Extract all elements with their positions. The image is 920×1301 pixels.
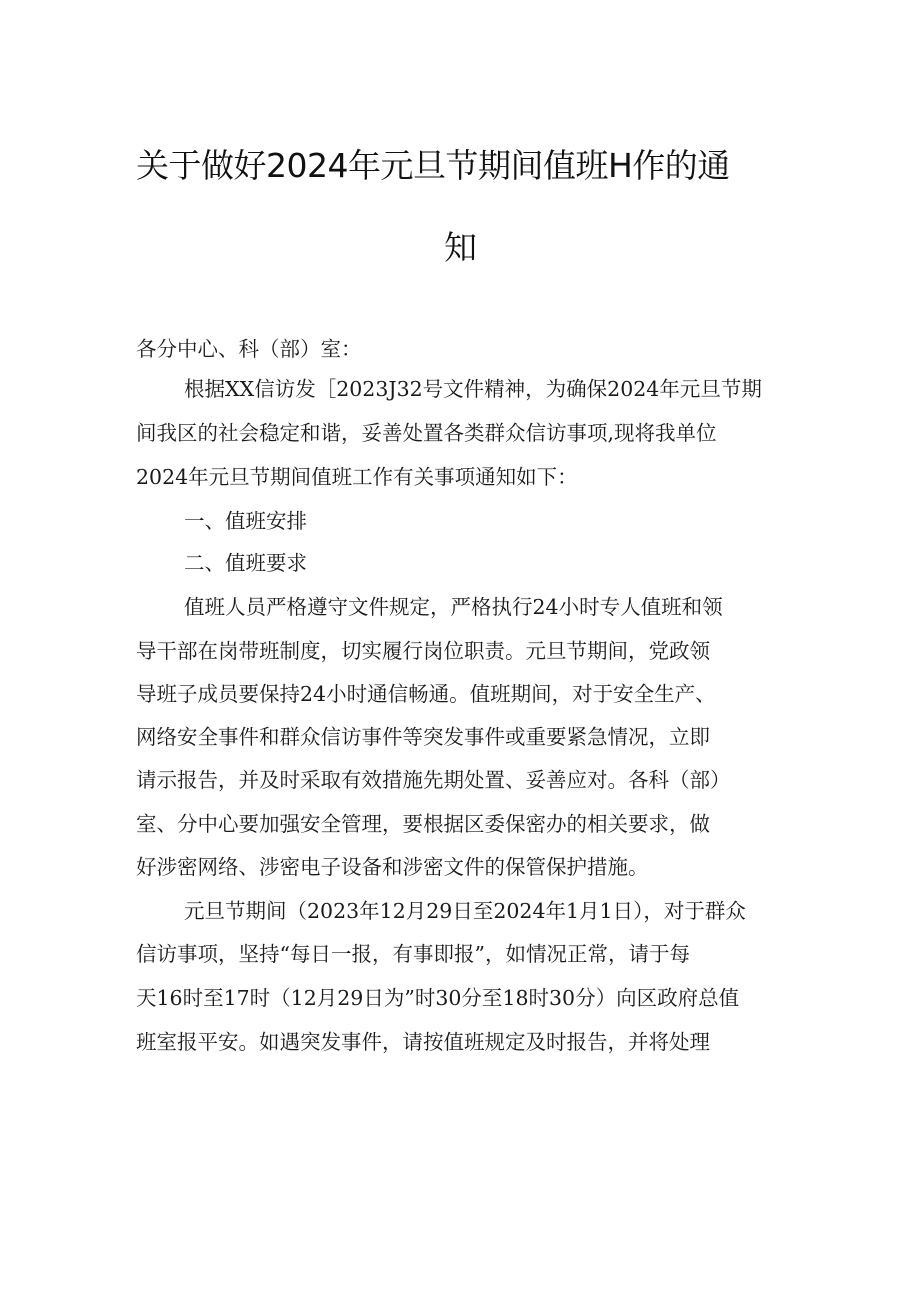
paragraph3-line4: 班室报平安。如遇突发事件，请按值班规定及时报告，并将处理 xyxy=(136,1030,710,1054)
paragraph1-line3: 2024年元旦节期间值班工作有关事项通知如下： xyxy=(136,465,578,489)
document-title-line2: 知 xyxy=(444,228,477,267)
paragraph1-line2: 间我区的社会稳定和谐，妥善处置各类群众信访事项,现将我单位 xyxy=(136,421,717,445)
paragraph2-line7: 好涉密网络、涉密电子设备和涉密文件的保管保护措施。 xyxy=(136,855,649,879)
paragraph2-line2: 导干部在岗带班制度，切实履行岗位职责。元旦节期间，党政领 xyxy=(136,639,710,663)
paragraph2-line5: 请示报告，并及时采取有效措施先期处置、妥善应对。各科（部） xyxy=(136,768,731,792)
paragraph3-line3: 天16时至17时（12月29日为”时30分至18时30分）向区政府总值 xyxy=(136,986,740,1010)
section-heading-2: 二、值班要求 xyxy=(184,551,307,575)
paragraph2-line6: 室、分中心要加强安全管理，要根据区委保密办的相关要求，做 xyxy=(136,812,710,836)
section-heading-1: 一、值班安排 xyxy=(184,509,307,533)
paragraph3-line1: 元旦节期间（2023年12月29日至2024年1月1日），对于群众 xyxy=(184,899,746,923)
paragraph1-line1: 根据XX信访发［2023J32号文件精神，为确保2024年元旦节期 xyxy=(184,377,762,401)
paragraph2-line3: 导班子成员要保持24小时通信畅通。值班期间，对于安全生产、 xyxy=(136,682,716,706)
salutation: 各分中心、科（部）室： xyxy=(136,337,362,361)
document-title-line1: 关于做好2024年元旦节期间值班H作的通 xyxy=(136,146,730,185)
paragraph2-line1: 值班人员严格遵守文件规定，严格执行24小时专人值班和领 xyxy=(184,595,723,619)
paragraph3-line2: 信访事项，坚持“每日一报，有事即报”，如情况正常，请于每 xyxy=(136,942,690,966)
paragraph2-line4: 网络安全事件和群众信访事件等突发事件或重要紧急情况，立即 xyxy=(136,725,710,749)
